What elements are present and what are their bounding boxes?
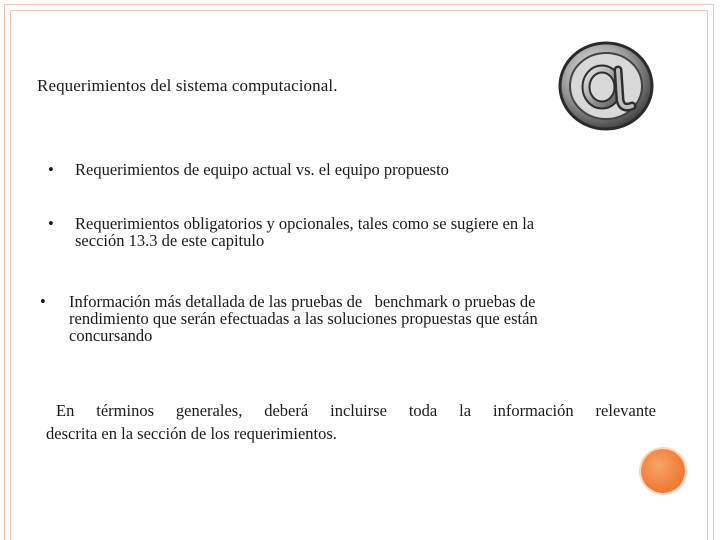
bullet-line: concursando	[69, 326, 153, 345]
paragraph-line: descrita en la sección de los requerimientos.	[46, 424, 337, 443]
bullet-text	[69, 293, 538, 344]
bullet-line: rendimiento que serán efectuadas a las soluciones propuestas que están	[69, 309, 538, 328]
slide-title: Requerimientos del sistema computacional.	[37, 76, 338, 95]
summary-paragraph	[46, 399, 656, 445]
bullet-line: Requerimientos obligatorios y opcionales, tales como se sugiere en la	[75, 214, 535, 233]
paragraph-line: En términos generales, deberá incluirse toda la información relevante	[56, 401, 656, 420]
at-sign-icon	[556, 40, 656, 132]
bullet-text	[75, 161, 449, 178]
bullet-line: sección 13.3 de este capitulo	[75, 231, 265, 250]
bullet-line: Información más detallada de las pruebas de benchmark o pruebas de	[69, 292, 536, 311]
bullet-dot: •	[48, 214, 54, 233]
bullet-text	[75, 215, 534, 249]
bullet-dot: •	[40, 292, 46, 311]
accent-circle	[641, 449, 685, 493]
bullet-line: Requerimientos de equipo actual vs. el equipo propuesto	[75, 160, 449, 179]
bullet-dot: •	[48, 160, 54, 179]
